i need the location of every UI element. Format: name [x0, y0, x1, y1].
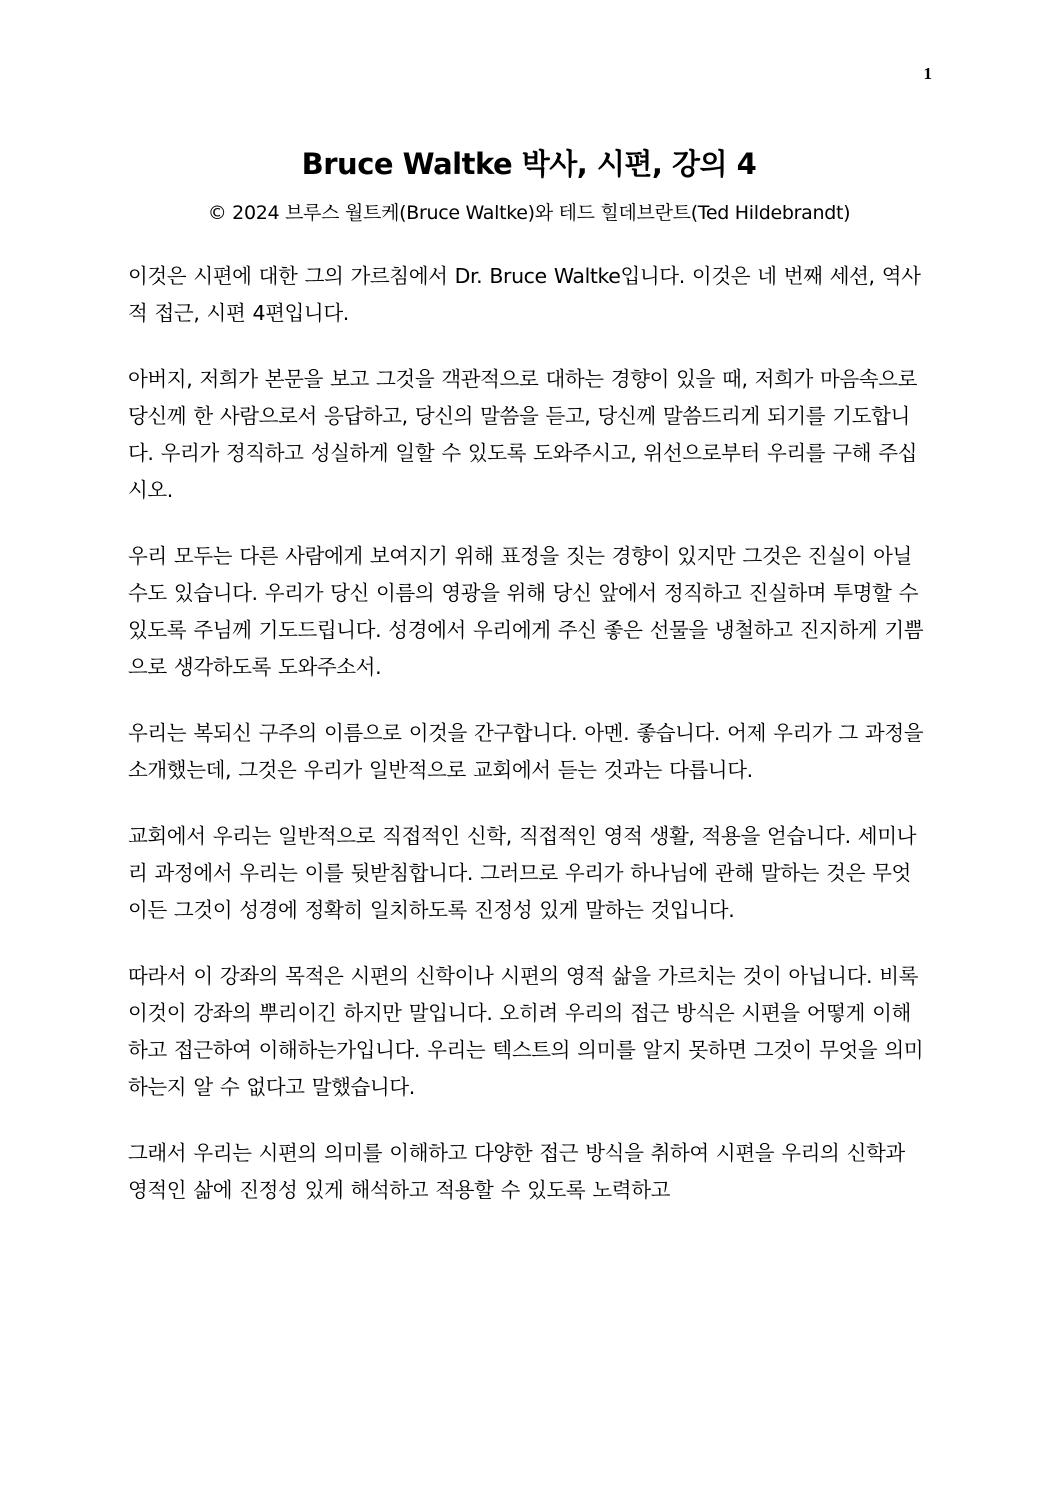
paragraph: 따라서 이 강좌의 목적은 시편의 신학이나 시편의 영적 삶을 가르치는 것이 아닙니다. 비록 이것이 강좌의 뿌리이긴 하지만 말입니다. 오히려 우리의 접근 방식은 시편을 어떻게 이해하고 접근하여 이해하는가입니다. 우리는 텍스트의 의미를 알지 못하면 그것이 무엇을 의미하는지 알 수 없다고 말했습니다. [128, 964, 924, 1099]
page-number: 1 [923, 64, 932, 83]
document-title: Bruce Waltke 박사, 시편, 강의 4 [301, 147, 757, 181]
document-body [128, 258, 928, 1238]
paragraph: 그래서 우리는 시편의 의미를 이해하고 다양한 접근 방식을 취하여 시편을 우리의 신학과 영적인 삶에 진정성 있게 해석하고 적용할 수 있도록 노력하고 [128, 1141, 905, 1202]
paragraph: 우리 모두는 다른 사람에게 보여지기 위해 표정을 짓는 경향이 있지만 그것은 진실이 아닐 수도 있습니다. 우리가 당신 이름의 영광을 위해 당신 앞에서 정직하고 진실하며 투명할 수 있도록 주님께 기도드립니다. 성경에서 우리에게 주신 좋은 선물을 냉철하고 진지하게 기쁨으로 생각하도록 도와주소서. [128, 544, 924, 679]
paragraph: 아버지, 저희가 본문을 보고 그것을 객관적으로 대하는 경향이 있을 때, 저희가 마음속으로 당신께 한 사람으로서 응답하고, 당신의 말씀을 듣고, 당신께 말씀드리게 되기를 기도합니다. 우리가 정직하고 성실하게 일할 수 있도록 도와주시고, 위선으로부터 우리를 구해 주십시오. [128, 367, 918, 502]
paragraph: 교회에서 우리는 일반적으로 직접적인 신학, 직접적인 영적 생활, 적용을 얻습니다. 세미나리 과정에서 우리는 이를 뒷받침합니다. 그러므로 우리가 하나님에 관해 말하는 것은 무엇이든 그것이 성경에 정확히 일치하도록 진정성 있게 말하는 것입니다. [128, 824, 917, 922]
copyright-line: © 2024 브루스 월트케(Bruce Waltke)와 테드 힐데브란트(Ted Hildebrandt) [207, 202, 851, 224]
paragraph: 이것은 시편에 대한 그의 가르침에서 Dr. Bruce Waltke입니다. 이것은 네 번째 세션, 역사적 접근, 시편 4편입니다. [128, 264, 921, 325]
paragraph: 우리는 복되신 구주의 이름으로 이것을 간구합니다. 아멘. 좋습니다. 어제 우리가 그 과정을 소개했는데, 그것은 우리가 일반적으로 교회에서 듣는 것과는 다릅니다. [128, 721, 924, 782]
